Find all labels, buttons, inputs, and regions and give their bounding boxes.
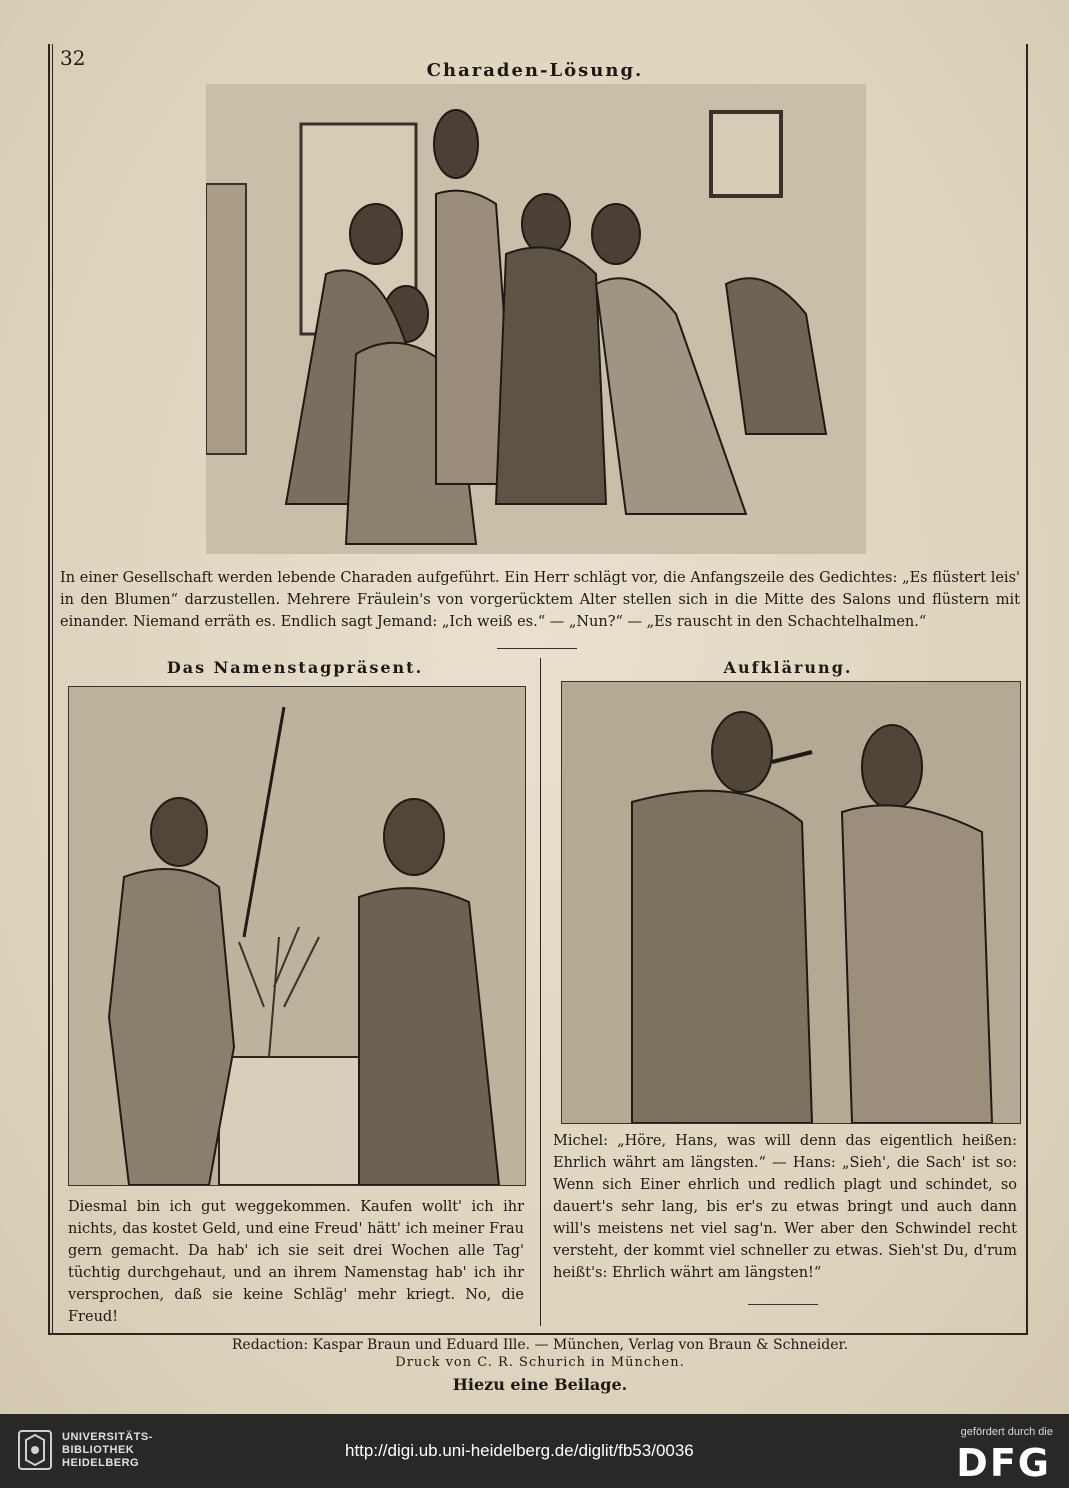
- right-caption: Michel: „Höre, Hans, was will denn das eigentlich heißen: Ehrlich währt am längsten.“ — Hans: „Sieh', die Sach' ist so: Wenn sich Einer ehrlich und redlich plagt und schindet, so dauert's sehr lang, bis er's zu etwas bringt und auch dann will's meistens net viel sag'n. Wer aber den Schwindel recht versteht, der kommt viel schneller zu etwas. Sieh'st Du, d'rum heißt's: Ehrlich währt am längsten!“: [553, 1133, 1017, 1281]
- institution-name[interactable]: [62, 1431, 153, 1470]
- frame-rule-bottom: [48, 1333, 1028, 1335]
- top-caption: In einer Gesellschaft werden lebende Charaden aufgeführt. Ein Herr schlägt vor, die Anfangszeile des Gedichtes: „Es flüstert leis' in den Blumen“ darzustellen. Mehrere Fräulein's von vorgerücktem Alter stellen sich in die Mitte des Salons und flüstern mit einander. Niemand erräth es. Endlich sagt Jemand: „Ich weiß es.“ — „Nun?“ — „Es rauscht in den Schachtelhalmen.“: [60, 570, 1020, 630]
- right-title: Aufklärung.: [723, 658, 853, 677]
- salon-scene-drawing: [206, 84, 866, 554]
- left-title: Das Namenstagpräsent.: [166, 658, 424, 677]
- top-illustration: [206, 84, 866, 554]
- page-number: 32: [60, 46, 86, 70]
- frame-rule-right: [1026, 44, 1028, 1334]
- nameday-scene-drawing: [69, 687, 525, 1185]
- section-separator: [497, 648, 577, 649]
- dfg-logo[interactable]: DFG: [956, 1441, 1051, 1485]
- left-illustration: [68, 686, 526, 1186]
- column-divider: [540, 658, 541, 1326]
- institution-line-3: HEIDELBERG: [62, 1457, 140, 1469]
- right-illustration: [561, 681, 1021, 1124]
- funded-by-label: gefördert durch die: [960, 1426, 1053, 1438]
- source-url-link[interactable]: http://digi.ub.uni-heidelberg.de/diglit/fb53/0036: [345, 1441, 694, 1460]
- viewer-footer-bar: [0, 1414, 1069, 1488]
- footer-supplement: Hiezu eine Beilage.: [452, 1375, 628, 1394]
- right-column-end-rule: [748, 1304, 818, 1305]
- frame-rule-top: [48, 44, 50, 1334]
- frame-rule-left-inner: [52, 44, 53, 1334]
- footer-publisher: Redaction: Kaspar Braun und Eduard Ille. — München, Verlag von Braun & Schneider.: [231, 1337, 849, 1353]
- top-title: Charaden-Lösung.: [426, 60, 644, 81]
- institution-line-2: BIBLIOTHEK: [62, 1444, 135, 1456]
- university-seal-icon: [18, 1430, 52, 1470]
- left-caption: Diesmal bin ich gut weggekommen. Kaufen wollt' ich ihr nichts, das kostet Geld, und eine Freud' hätt' ich meiner Frau gern gemacht. Da hab' ich sie seit drei Wochen alle Tag' tüchtig durchgehaut, und an ihrem Namenstag hab' ich ihr versprochen, daß sie keine Schläg' mehr kriegt. No, die Freud!: [68, 1199, 524, 1325]
- two-men-scene-drawing: [562, 682, 1020, 1123]
- footer-printer: Druck von C. R. Schurich in München.: [395, 1355, 685, 1370]
- institution-line-1: UNIVERSITÄTS-: [62, 1431, 153, 1443]
